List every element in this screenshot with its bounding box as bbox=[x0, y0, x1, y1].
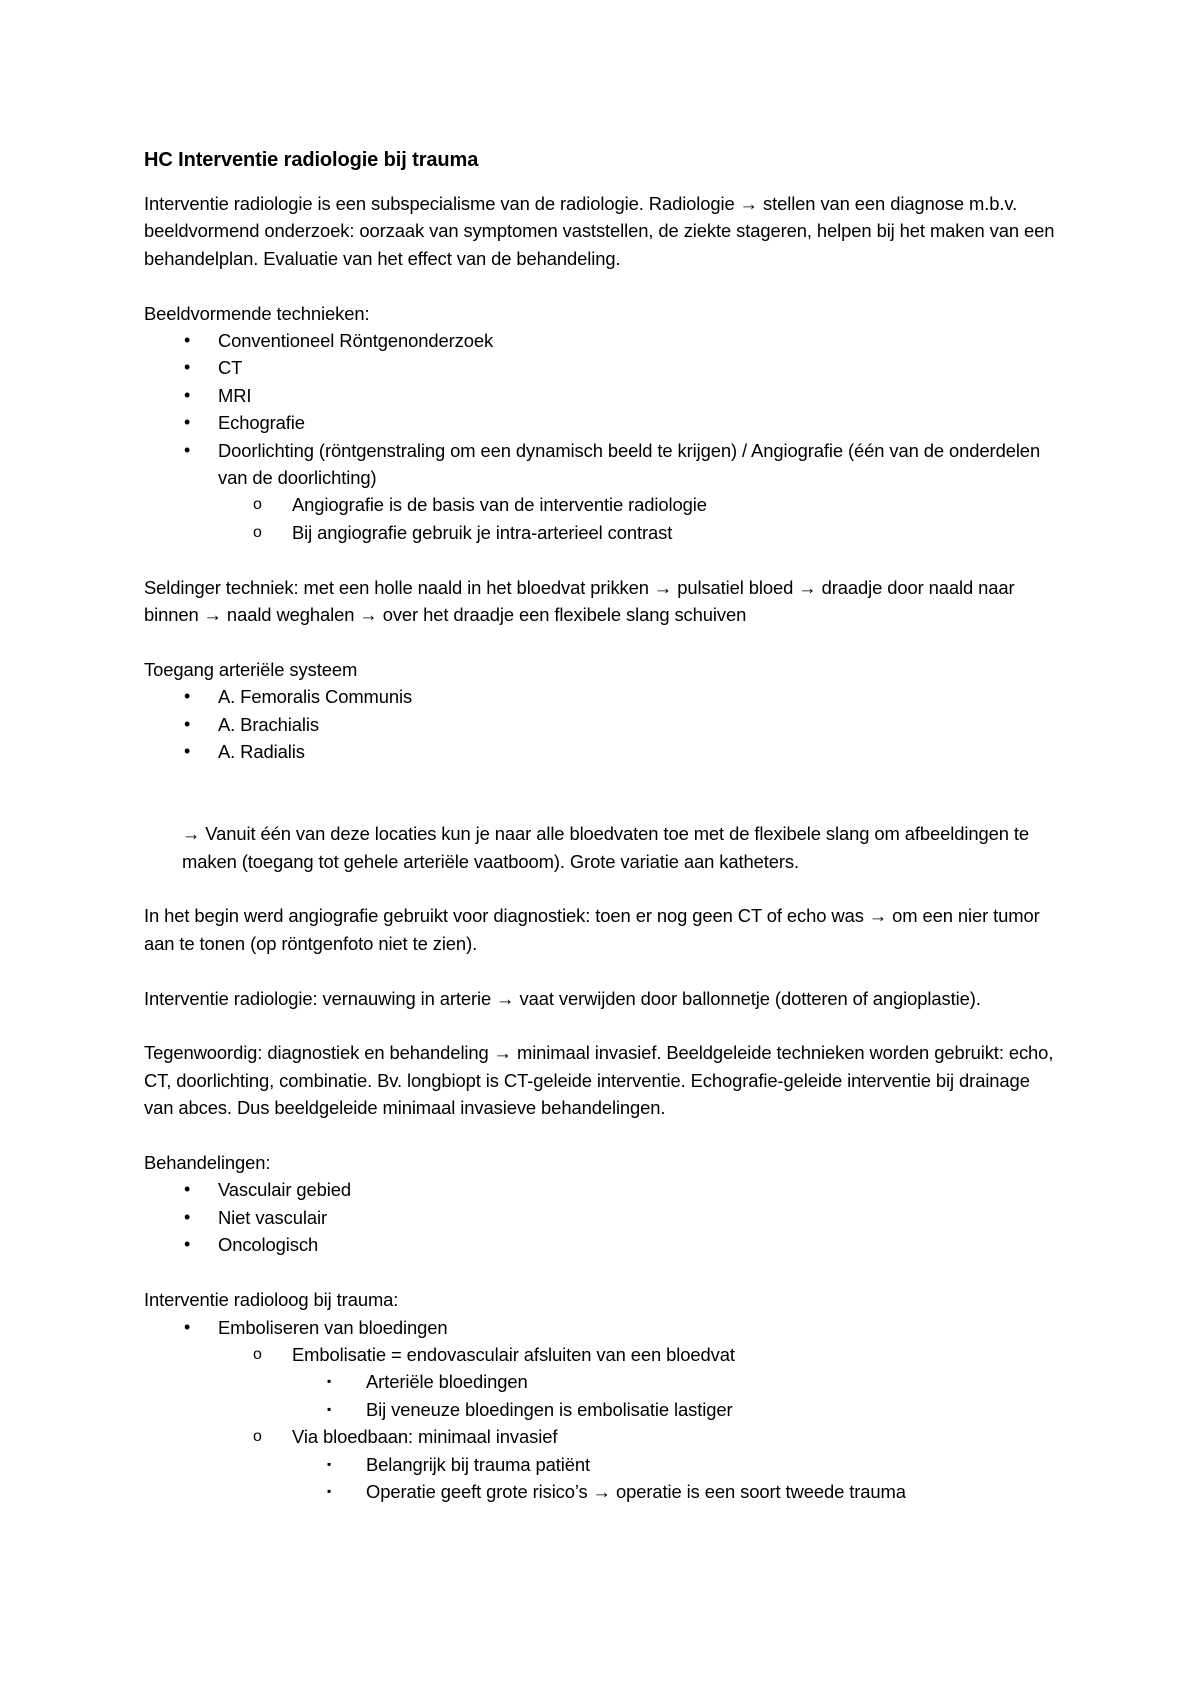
bullet-icon: • bbox=[184, 384, 191, 405]
subsublist-item: ▪ Bij veneuze bloedingen is embolisatie lastiger bbox=[292, 1396, 1064, 1423]
list-item: • Vasculair gebied bbox=[144, 1176, 1064, 1203]
sublist-item: o Embolisatie = endovasculair afsluiten van een bloedvat ▪ Arteriële bloedingen ▪ Bij veneuze bloedingen is embolisatie lastiger bbox=[218, 1341, 1064, 1423]
list-item: • A. Brachialis bbox=[144, 711, 1064, 738]
bullet-icon: • bbox=[184, 330, 191, 351]
techniques-list bbox=[144, 327, 1064, 546]
list-item: • A. Radialis bbox=[144, 738, 1064, 765]
bullet-icon: • bbox=[184, 1316, 191, 1337]
history-paragraph: In het begin werd angiografie gebruikt voor diagnostiek: toen er nog geen CT of echo was → om een nier tumor aan te tonen (op röntgenfoto niet te zien). bbox=[144, 905, 1040, 954]
treatments-list bbox=[144, 1176, 1064, 1258]
circle-bullet-icon: o bbox=[253, 1428, 262, 1446]
sublist-item: o Angiografie is de basis van de interventie radiologie bbox=[218, 491, 1064, 518]
subsublist-item: ▪ Arteriële bloedingen bbox=[292, 1368, 1064, 1395]
list-item: • CT bbox=[144, 354, 1064, 381]
seldinger-paragraph: Seldinger techniek: met een holle naald in het bloedvat prikken → pulsatiel bloed → draadje door naald naar binnen → naald weghalen → over het draadje een flexibele slang schuiven bbox=[144, 576, 1015, 626]
list-item: • Doorlichting (röntgenstraling om een dynamisch beeld te krijgen) / Angiografie (één van de onderdelen van de doorlichting) o Angiografie is de basis van de interventie radiologie o Bij angiografie gebruik je intra-arterieel contrast bbox=[144, 437, 1064, 547]
access-note: → Vanuit één van deze locaties kun je naar alle bloedvaten toe met de flexibele slang om afbeeldingen te maken (toegang tot gehele arteriële vaatboom). Grote variatie aan katheters. bbox=[182, 823, 1030, 872]
list-item: • Emboliseren van bloedingen o Embolisatie = endovasculair afsluiten van een bloedvat ▪ Arteriële bloedingen ▪ Bij veneuze bloedingen is embolisatie lastiger o Via bloedbaan: minimaal invasief ▪ Belangrijk bij trauma patiënt ▪ Operatie geeft grote risico’s → operatie is een soort tweede trauma bbox=[144, 1314, 1064, 1506]
trauma-list bbox=[144, 1314, 1064, 1506]
sublist-item: o Bij angiografie gebruik je intra-arterieel contrast bbox=[218, 519, 1064, 546]
bullet-icon: • bbox=[184, 1234, 191, 1255]
square-bullet-icon: ▪ bbox=[327, 1401, 332, 1416]
subsublist-item: ▪ Belangrijk bij trauma patiënt bbox=[292, 1451, 1064, 1478]
list-item: • A. Femoralis Communis bbox=[144, 683, 1064, 710]
embolisation-sublist bbox=[292, 1368, 1064, 1423]
bullet-icon: • bbox=[184, 713, 191, 734]
angiography-sublist bbox=[218, 491, 1064, 546]
bullet-icon: • bbox=[184, 439, 191, 460]
trauma-heading: Interventie radioloog bij trauma: bbox=[144, 1289, 399, 1311]
bullet-icon: • bbox=[184, 741, 191, 762]
document-title: HC Interventie radiologie bij trauma bbox=[144, 149, 479, 171]
bullet-icon: • bbox=[184, 1179, 191, 1200]
square-bullet-icon: ▪ bbox=[327, 1483, 332, 1498]
square-bullet-icon: ▪ bbox=[327, 1456, 332, 1471]
bullet-icon: • bbox=[184, 357, 191, 378]
bullet-icon: • bbox=[184, 1206, 191, 1227]
list-item: • Niet vasculair bbox=[144, 1204, 1064, 1231]
list-item: • Conventioneel Röntgenonderzoek bbox=[144, 327, 1064, 354]
list-item: • Echografie bbox=[144, 409, 1064, 436]
document-page bbox=[144, 140, 1064, 1505]
intro-paragraph: Interventie radiologie is een subspecialisme van de radiologie. Radiologie → stellen van een diagnose m.b.v. beeldvormend onderzoek: oorzaak van symptomen vaststellen, de ziekte stageren, helpen bij het maken van een behandelplan. Evaluatie van het effect van de behandeling. bbox=[144, 193, 1055, 269]
circle-bullet-icon: o bbox=[253, 1345, 262, 1363]
present-paragraph: Tegenwoordig: diagnostiek en behandeling → minimaal invasief. Beeldgeleide technieken worden gebruikt: echo, CT, doorlichting, combinatie. Bv. longbiopt is CT-geleide interventie. Echografie-geleide interventie bij drainage van abces. Dus beeldgeleide minimaal invasieve behandelingen. bbox=[144, 1042, 1054, 1119]
sublist-item: o Via bloedbaan: minimaal invasief ▪ Belangrijk bij trauma patiënt ▪ Operatie geeft grote risico’s → operatie is een soort tweede trauma bbox=[218, 1423, 1064, 1505]
treatments-heading: Behandelingen: bbox=[144, 1152, 271, 1174]
circle-bullet-icon: o bbox=[253, 496, 262, 514]
intervention-paragraph: Interventie radiologie: vernauwing in arterie → vaat verwijden door ballonnetje (dotteren of angioplastie). bbox=[144, 987, 981, 1009]
subsublist-item: ▪ Operatie geeft grote risico’s → operatie is een soort tweede trauma bbox=[292, 1478, 1064, 1505]
list-item: • MRI bbox=[144, 382, 1064, 409]
access-list bbox=[144, 683, 1064, 765]
techniques-heading: Beeldvormende technieken: bbox=[144, 302, 370, 324]
list-item: • Oncologisch bbox=[144, 1231, 1064, 1258]
access-heading: Toegang arteriële systeem bbox=[144, 658, 358, 680]
bloodstream-sublist bbox=[292, 1451, 1064, 1506]
square-bullet-icon: ▪ bbox=[327, 1374, 332, 1389]
bullet-icon: • bbox=[184, 412, 191, 433]
bullet-icon: • bbox=[184, 686, 191, 707]
trauma-sublist bbox=[218, 1341, 1064, 1505]
circle-bullet-icon: o bbox=[253, 523, 262, 541]
